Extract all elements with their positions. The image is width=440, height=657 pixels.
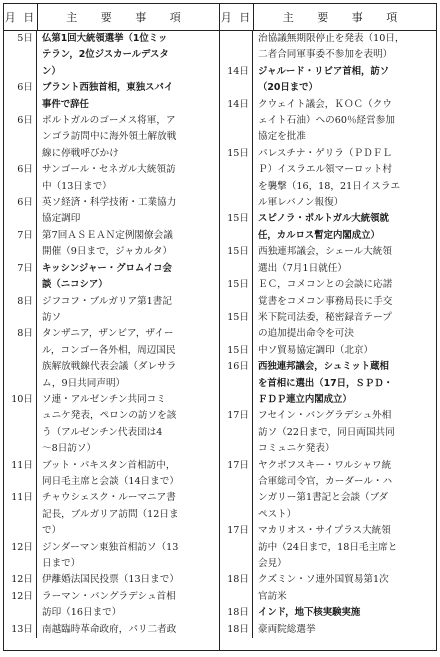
table-row xyxy=(220,605,436,621)
table-row xyxy=(220,458,436,524)
table-row xyxy=(220,343,436,359)
table-row xyxy=(4,113,219,162)
row-event: 伊離婚法国民投票（13日まで） xyxy=(42,574,179,586)
table-row xyxy=(220,622,436,638)
table-row xyxy=(220,211,436,244)
table-row xyxy=(4,261,219,294)
row-event: ブラント西独首相，東独スパイ 事件で辞任 xyxy=(42,82,174,110)
table-row xyxy=(4,589,219,622)
right-column xyxy=(220,4,436,650)
table-row xyxy=(4,572,219,588)
row-event: キッシンジャー・グロムイコ会 談（ニコシア） xyxy=(42,262,172,291)
table-row xyxy=(220,64,436,97)
events-header: 主 要 事 項 xyxy=(282,11,408,24)
row-event: ラーマン・バングラデシュ首相 訪印（16日まで） xyxy=(42,590,176,619)
table-row xyxy=(4,195,219,228)
row-event: ＥＣ，コメコンとの会談に応諾 覚書をコメコン事務局長に手交 xyxy=(258,279,393,307)
left-column xyxy=(4,4,220,650)
row-date: 13日 xyxy=(4,622,37,638)
left-rows xyxy=(4,31,219,638)
table-row xyxy=(220,31,436,64)
date-header: 月 日 xyxy=(4,4,38,30)
row-date: 5日 xyxy=(4,31,37,80)
row-date: 18日 xyxy=(220,605,253,621)
row-date: 6日 xyxy=(4,195,37,228)
row-event: スピノラ・ポルトガル大統領就 任，カルロス暫定内閣成立） xyxy=(258,213,389,241)
row-date: 6日 xyxy=(4,113,37,162)
row-date: 14日 xyxy=(220,97,253,146)
table-row xyxy=(4,392,219,458)
row-event: 豪両院総選挙 xyxy=(258,623,316,635)
row-date: 12日 xyxy=(4,540,37,573)
table-row xyxy=(4,540,219,573)
row-event: ブット・パキスタン首相訪中， 同日毛主席と会談（14日まで） xyxy=(42,459,179,487)
row-date: 15日 xyxy=(220,277,253,310)
row-event: マカリオス・サイプラス大統領 訪中（24日まで，18日毛主席と 会見） xyxy=(258,525,398,569)
row-date: 15日 xyxy=(220,343,253,359)
row-date: 16日 xyxy=(220,359,253,408)
row-event: チャウシェスク・ルーマニア書 記長，ブルガリア訪問（12日ま で） xyxy=(42,492,179,537)
row-date: 18日 xyxy=(220,622,253,638)
table-row xyxy=(4,458,219,491)
row-date: 15日 xyxy=(220,146,253,212)
events-header: 主 要 事 項 xyxy=(66,11,191,24)
right-header xyxy=(220,4,436,31)
row-date: 15日 xyxy=(220,244,253,277)
row-date xyxy=(220,31,253,64)
table-row xyxy=(4,80,219,113)
right-rows xyxy=(220,31,436,638)
table-row xyxy=(4,31,219,80)
row-event: 治協議無期限停止を発表（10日， 二者合同軍事委不参加を表明） xyxy=(258,33,405,61)
row-event: ソ連・アルゼンチン共同コミ ュニケ発表，ペロンの訪ソを該 う（アルゼンチン代表団は4 ～8日訪ソ） xyxy=(42,393,177,455)
row-date: 17日 xyxy=(220,458,253,524)
row-event: インド，地下核実験実施 xyxy=(258,607,361,619)
row-date: 18日 xyxy=(220,572,253,605)
row-date: 8日 xyxy=(4,326,37,392)
row-event: 第7回ＡＳＥＡＮ定例閣僚会議 開催（9日まで，ジャカルタ） xyxy=(42,229,173,258)
events-table xyxy=(3,3,437,651)
row-date: 6日 xyxy=(4,80,37,113)
row-event: クズミン・ソ連外国貿易第1次 官訪米 xyxy=(258,574,389,602)
table-row xyxy=(220,408,436,457)
table-row xyxy=(4,294,219,327)
row-event: 西独連邦議会，シュミット蔵相 を首相に選出（17日，ＳＰＤ・ ＦＤＰ連立内閣成立） xyxy=(258,361,393,405)
row-event: 西独連邦議会，シェール大統領 選出（7月1日就任） xyxy=(258,246,392,274)
row-date: 10日 xyxy=(4,392,37,458)
row-event: 中ソ貿易協定調印（北京） xyxy=(258,344,374,356)
table-row xyxy=(4,228,219,261)
row-event: 仏第1回大統領選挙（1位ミッ テラン，2位ジスカールデスタ ン） xyxy=(42,33,169,77)
table-row xyxy=(220,523,436,572)
row-date: 12日 xyxy=(4,572,37,588)
row-date: 6日 xyxy=(4,162,37,195)
row-event: ジンダーマン東独首相訪ソ（13 日まで） xyxy=(42,541,179,569)
row-date: 17日 xyxy=(220,523,253,572)
table-row xyxy=(4,490,219,539)
table-row xyxy=(220,572,436,605)
row-event: クウェイト議会，ＫＯＣ（クウ ェイト石油）への60％経営参加 協定を批准 xyxy=(258,98,395,143)
table-row xyxy=(220,359,436,408)
row-event: フセイン・バングラデシュ外相 訪ソ（22日まで，同日両国共同 コミュニケ発表） xyxy=(258,410,395,455)
table-row xyxy=(220,146,436,212)
row-event: ポルトガルのゴーメス将軍，ア ンゴラ訪問中に海外領土解放戦 線に停戦呼びかけ xyxy=(42,115,177,159)
row-date: 7日 xyxy=(4,261,37,294)
row-date: 11日 xyxy=(4,490,37,539)
row-event: パレスチナ・ゲリラ（ＰＤＦＬ Ｐ）イスラエル領マーロット村 を襲撃（16，18，21日イスラエ ル軍レバノン報復） xyxy=(258,147,401,209)
table-row xyxy=(4,326,219,392)
row-event: ジャルード・リビア首相，訪ソ （20日まで） xyxy=(258,65,390,94)
table-row xyxy=(220,277,436,310)
row-date: 12日 xyxy=(4,589,37,622)
table-row xyxy=(220,310,436,343)
table-row xyxy=(4,162,219,195)
table-row xyxy=(4,622,219,638)
row-event: 南越臨時革命政府，パリ二者政 xyxy=(42,623,177,635)
row-date: 17日 xyxy=(220,408,253,457)
table-row xyxy=(220,97,436,146)
table-row xyxy=(220,244,436,277)
row-date: 7日 xyxy=(4,228,37,261)
row-event: タンザニア，ザンビア，ザイー ル，コンゴー各外相，周辺国民 族解放戦線代表会議（ダレサラ ム，9日共同声明） xyxy=(42,328,177,389)
row-event: サンゴール・セネガル大統領訪 中（13日まで） xyxy=(42,164,176,192)
row-event: ジフコフ・ブルガリア第1書記 訪ソ xyxy=(42,295,172,323)
left-header xyxy=(4,4,219,31)
row-date: 15日 xyxy=(220,310,253,343)
row-date: 8日 xyxy=(4,294,37,327)
row-date: 14日 xyxy=(220,64,253,97)
row-event: ヤクボフスキー・ワルシャワ統 合軍総司令官，カーダール・ハ ンガリー第1書記と会談（ブダ ペスト） xyxy=(258,459,393,520)
row-date: 11日 xyxy=(4,458,37,491)
row-event: 英ソ経済・科学技術・工業協力 協定調印 xyxy=(42,197,177,225)
row-date: 15日 xyxy=(220,211,253,244)
date-header: 月 日 xyxy=(220,4,254,30)
row-event: 米下院司法委，秘密録音テープ の追加提出命令を可決 xyxy=(258,311,392,340)
